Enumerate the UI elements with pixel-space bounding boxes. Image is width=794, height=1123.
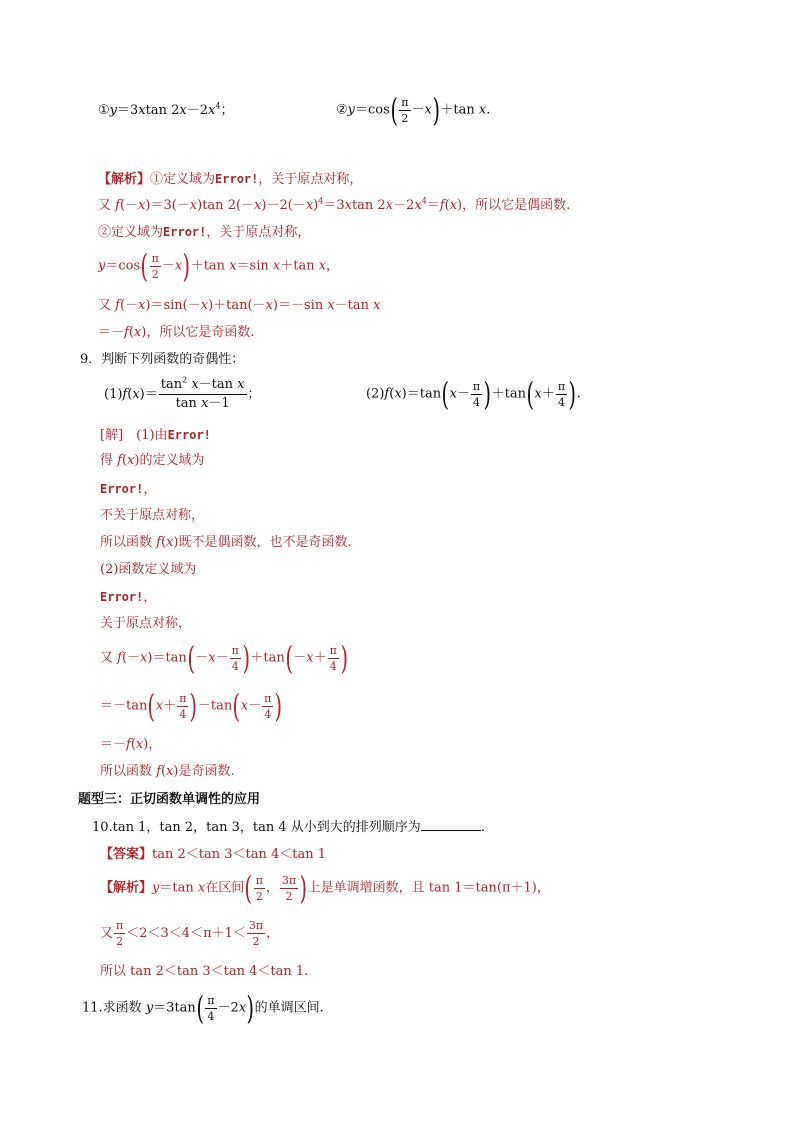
- analysis-10-line-1: 【解析】y＝tan x在区间( $\frac{\pi}{2}$ ， $\frac{3\pi}{2}$ )上是单调增函数，且 tan 1＝tan(π＋1)，: [100, 869, 550, 907]
- analysis-line-4: y＝cos( $\frac{\pi}{2}$ －x)＋tan x＝sin x＋tan x，: [98, 247, 340, 285]
- solution-line-6: (2)函数定义域为: [100, 562, 197, 577]
- line-1-function-2: ②y＝cos( $\frac{\pi}{2}$ －x)＋tan x.: [336, 91, 491, 129]
- line-1-functions: ①y＝3xtan $2x-2x^4$；: [98, 101, 234, 118]
- analysis-line-1: 【解析】①定义域为Error!，关于原点对称，: [98, 172, 363, 187]
- solution-line-3: Error!，: [100, 482, 157, 497]
- analysis-10-line-3: 所以 tan 2＜tan 3＜tan 4＜tan 1.: [100, 964, 309, 979]
- analysis-line-6: ＝－f(x)，所以它是奇函数.: [98, 325, 255, 340]
- solution-line-12: 所以函数 f(x)是奇函数.: [100, 764, 235, 779]
- solution-line-11: ＝－f(x)，: [100, 737, 162, 752]
- analysis-line-3: ②定义域为Error!，关于原点对称，: [98, 225, 311, 240]
- question-11: 11.求函数 y＝3tan( $\frac{\pi}{4}$ －2x)的单调区间.: [82, 989, 324, 1027]
- analysis-10-line-2: 又 $\frac{\pi}{2}$ ＜2＜3＜4＜π＋1＜ $\frac{3\pi}{2}$ ，: [100, 919, 280, 948]
- solution-line-4: 不关于原点对称，: [100, 508, 205, 523]
- solution-line-7: Error!，: [100, 590, 157, 605]
- answer-line: 【答案】tan 2＜tan 3＜tan 4＜tan 1: [100, 847, 327, 862]
- solution-line-5: 所以函数 f(x)既不是偶函数，也不是奇函数.: [100, 535, 352, 550]
- solution-line-8: 关于原点对称，: [100, 616, 192, 631]
- section-heading: 题型三：正切函数单调性的应用: [78, 792, 261, 807]
- solution-line-9: 又 f(－x)＝tan(－x－ $\frac{\pi}{4}$ )＋tan(－x＋ $\frac{\pi}{4}$ ): [100, 639, 348, 677]
- question-9-part-1: (1)f(x)＝ $\frac{\tan^2 x-\tan x}{\text{tan x－1}}$ ；: [104, 375, 261, 411]
- analysis-line-5: 又 f(－x)＝sin(－x)＋tan(－x)＝－sin x－tan x: [98, 298, 381, 313]
- question-9-part-2: (2)f(x)＝tan(x－ $\frac{\pi}{4}$ )＋tan(x＋ $\frac{\pi}{4}$ ).: [366, 375, 581, 413]
- answer-blank: [421, 818, 481, 831]
- question-10: 10.tan 1，tan 2，tan 3，tan 4 从小到大的排列顺序为 .: [92, 820, 485, 835]
- solution-line-10: ＝－tan(x＋ $\frac{\pi}{4}$ )－tan(x－ $\frac{\pi}{4}$ ): [100, 687, 283, 725]
- analysis-line-2: 又 f(－x)＝3(－x)tan $2(-x)-2(-x)^4=3xtan$ $2x-2x^4=f(x)$，所以它是偶函数.: [98, 196, 571, 213]
- solution-line-1: [解] (1)由Error!: [100, 428, 211, 443]
- solution-line-2: 得 f(x)的定义域为: [100, 453, 205, 468]
- question-9-title: 9．判断下列函数的奇偶性：: [80, 352, 245, 367]
